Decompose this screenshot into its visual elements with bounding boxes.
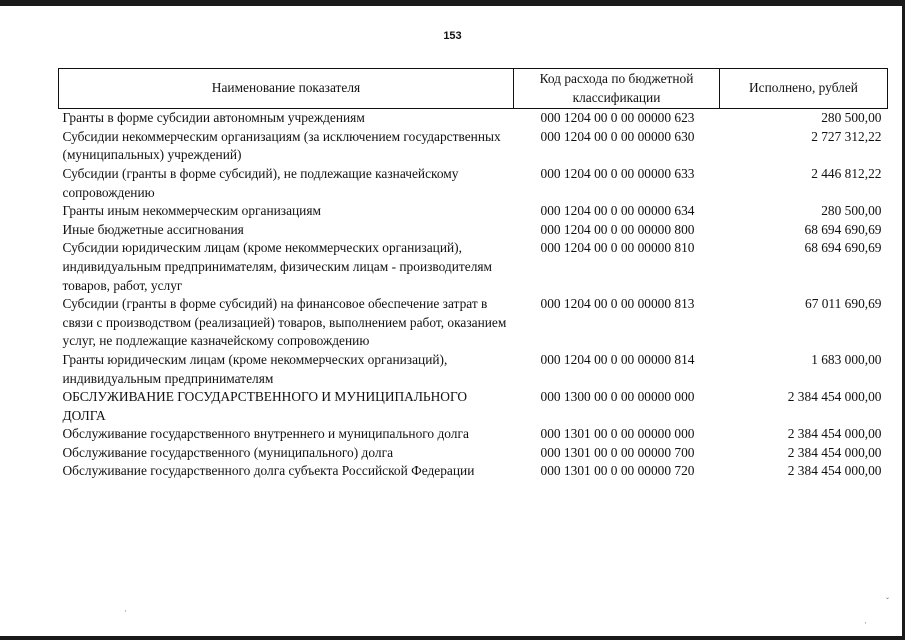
cell-name: Обслуживание государственного (муниципального) долга <box>62 444 394 460</box>
cell-amount: 68 694 690,69 <box>804 240 882 256</box>
cell-name: Гранты в форме субсидии автономным учреждениям <box>62 110 365 126</box>
table-row <box>59 109 888 128</box>
cell-amount: 2 384 454 000,00 <box>787 389 882 405</box>
table-row <box>59 239 888 295</box>
table-row <box>59 128 888 165</box>
table-header-row <box>59 69 888 109</box>
cell-amount: 1 683 000,00 <box>811 351 882 367</box>
table-body <box>59 109 888 481</box>
cell-code: 000 1204 00 0 00 00000 623 <box>540 110 695 126</box>
cell-name: Субсидии некоммерческим организациям (за исключением государственных (муниципальных) учреждений) <box>62 128 501 163</box>
cell-name: Субсидии (гранты в форме субсидий), не подлежащие казначейскому сопровождению <box>62 165 459 200</box>
scan-speck: · <box>864 618 867 628</box>
table-row <box>59 444 888 463</box>
header-code: Код расхода по бюджетной классификации <box>514 69 720 109</box>
header-amount: Исполнено, рублей <box>720 69 888 109</box>
cell-name: Субсидии (гранты в форме субсидий) на финансовое обеспечение затрат в связи с производством (реализацией) товаров, выполнением работ, оказанием услуг, не подлежащие казначейскому сопровождению <box>62 296 507 349</box>
cell-code: 000 1301 00 0 00 00000 720 <box>540 463 695 479</box>
header-name: Наименование показателя <box>59 69 514 109</box>
table-row <box>59 202 888 221</box>
cell-amount: 2 446 812,22 <box>811 165 882 181</box>
cell-code: 000 1204 00 0 00 00000 810 <box>540 240 695 256</box>
cell-amount: 2 384 454 000,00 <box>787 463 882 479</box>
cell-code: 000 1301 00 0 00 00000 000 <box>540 426 695 442</box>
cell-code: 000 1204 00 0 00 00000 800 <box>540 221 695 237</box>
page-number: 153 <box>443 30 462 42</box>
cell-code: 000 1301 00 0 00 00000 700 <box>540 444 695 460</box>
table-row <box>59 295 888 351</box>
scan-speck: ˇ <box>886 596 889 606</box>
table-row <box>59 462 888 481</box>
table-row <box>59 221 888 240</box>
cell-code: 000 1204 00 0 00 00000 813 <box>540 296 695 312</box>
scan-border-top <box>0 0 905 6</box>
cell-name: Гранты иным некоммерческим организациям <box>62 203 321 219</box>
cell-amount: 2 384 454 000,00 <box>787 444 882 460</box>
cell-code: 000 1204 00 0 00 00000 630 <box>540 128 695 144</box>
cell-code: 000 1300 00 0 00 00000 000 <box>540 389 695 405</box>
cell-code: 000 1204 00 0 00 00000 633 <box>540 165 695 181</box>
scan-speck: · <box>124 606 127 616</box>
cell-code: 000 1204 00 0 00 00000 814 <box>540 351 695 367</box>
budget-execution-table <box>58 68 888 481</box>
cell-name: Обслуживание государственного долга субъекта Российской Федерации <box>62 463 475 479</box>
cell-code: 000 1204 00 0 00 00000 634 <box>540 203 695 219</box>
cell-name: Обслуживание государственного внутреннего и муниципального долга <box>62 426 469 442</box>
cell-name: Субсидии юридическим лицам (кроме некоммерческих организаций), индивидуальным предпринимателям, физическим лицам - производителям товаров, работ, услуг <box>62 240 493 293</box>
table-row <box>59 351 888 388</box>
cell-amount: 280 500,00 <box>821 110 882 126</box>
cell-amount: 280 500,00 <box>821 203 882 219</box>
table-row <box>59 425 888 444</box>
table-row <box>59 165 888 202</box>
cell-amount: 2 384 454 000,00 <box>787 426 882 442</box>
cell-amount: 2 727 312,22 <box>811 128 882 144</box>
table-row <box>59 388 888 425</box>
cell-amount: 67 011 690,69 <box>805 296 882 312</box>
cell-amount: 68 694 690,69 <box>804 221 882 237</box>
cell-name: Гранты юридическим лицам (кроме некоммерческих организаций), индивидуальным предпринимателям <box>62 351 448 386</box>
scan-border-bottom <box>0 636 905 640</box>
cell-name: Иные бюджетные ассигнования <box>62 221 244 237</box>
cell-name: ОБСЛУЖИВАНИЕ ГОСУДАРСТВЕННОГО И МУНИЦИПАЛЬНОГО ДОЛГА <box>62 389 468 423</box>
